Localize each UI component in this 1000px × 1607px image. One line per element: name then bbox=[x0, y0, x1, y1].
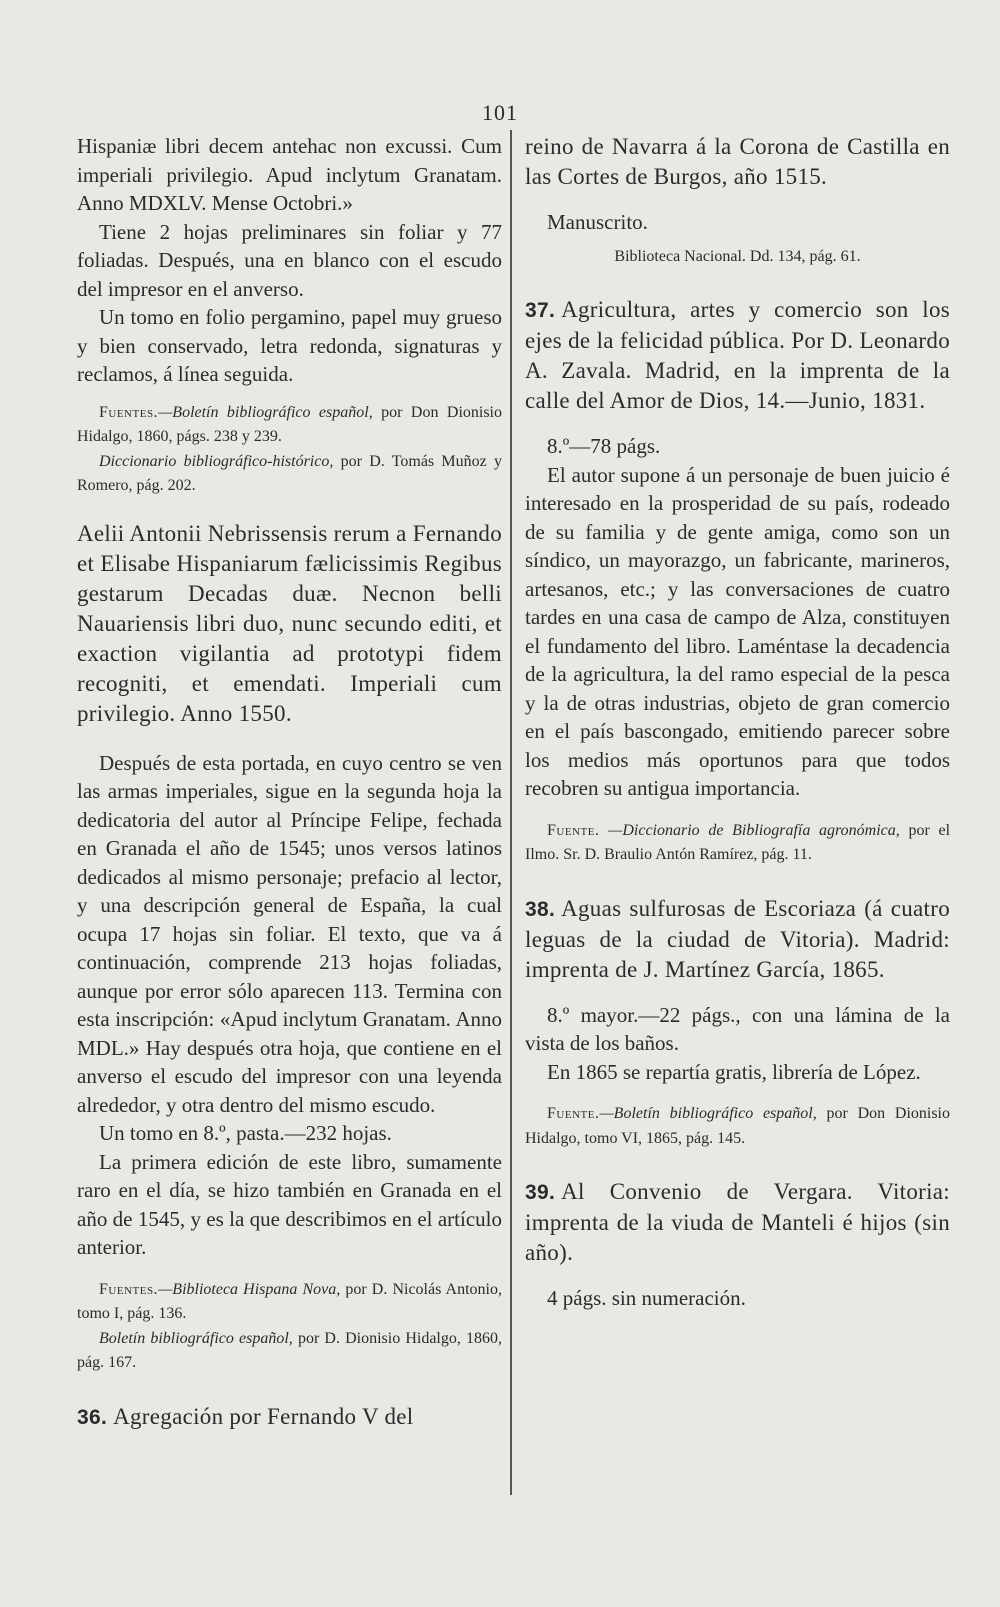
source-title: —Biblioteca Hispana Nova, bbox=[158, 1280, 341, 1298]
entry-title: Aelii Antonii Nebrissensis rerum a Fernando et Elisabe Hispaniarum fælicissimis Regibus gestarum Decadas duæ. Necnon belli Nauariensis libri duo, nunc secundo editi, et exaction vigilantia ad prototypi fidem recogniti, et emendati. Imperiali cum privilegio. Anno 1550. bbox=[77, 520, 502, 726]
paragraph: Un tomo en folio pergamino, papel muy grueso y bien conservado, letra redonda, signaturas y reclamos, á línea seguida. bbox=[77, 305, 502, 386]
paragraph: Manuscrito. bbox=[547, 210, 648, 234]
page-number: 101 bbox=[482, 100, 518, 125]
sources-note bbox=[77, 401, 502, 450]
source-title: Diccionario bibliográfico-histórico, bbox=[99, 452, 334, 470]
entry-title bbox=[525, 1177, 950, 1268]
entry-title-continuation: reino de Navarra á la Corona de Castilla en las Cortes de Burgos, año 1515. bbox=[525, 134, 950, 189]
source-title: —Diccionario de Bibliografía agronómica, bbox=[599, 821, 900, 839]
right-column bbox=[525, 132, 950, 1313]
source-title: Boletín bibliográfico español, bbox=[99, 1329, 293, 1347]
entry-title-text: Aguas sulfurosas de Escoriaza (á cuatro leguas de la ciudad de Vitoria). Madrid: imprenta de J. Martínez García, 1865. bbox=[525, 895, 950, 982]
sources-label: Fuentes. bbox=[99, 403, 159, 421]
source-detail: por Don Dionisio Hidalgo, 1860, págs. 238 y 239. bbox=[77, 403, 503, 445]
paragraph: La primera edición de este libro, sumamente raro en el día, se hizo también en Granada en el año de 1545, y es la que describimos en el artículo anterior. bbox=[77, 1149, 502, 1259]
entry-title bbox=[77, 1402, 502, 1433]
sources-note bbox=[77, 450, 502, 499]
source-title: —Boletín bibliográfico español, bbox=[599, 1105, 817, 1122]
entry-number: 39. bbox=[525, 1181, 556, 1204]
paragraph: En 1865 se repartía gratis, librería de López. bbox=[547, 1059, 921, 1084]
sources-label: Fuente. bbox=[547, 821, 600, 839]
source-title: —Boletín bibliográfico español, bbox=[158, 403, 373, 421]
location-note: Biblioteca Nacional. Dd. 134, pág. 61. bbox=[614, 247, 861, 265]
paragraph: El autor supone á un personaje de buen juicio é interesado en la prosperidad de su país, rodeado de su familia y de gente amiga, como son un síndico, un mayorazgo, un fabricante, marineros, artesanos, etc.; y las conversaciones de cuatro tardes en una casa de campo de Alza, constituyen el fundamento del libro. Laméntase la decadencia de la agricultura, la del ramo especial de la pesca y la de otras industrias, objeto de gran comercio en el país bascongado, emitiendo parecer sobre los medios más oportunos para que todos recobren su antigua importancia. bbox=[525, 462, 950, 800]
paragraph: 4 págs. sin numeración. bbox=[547, 1286, 746, 1310]
source-detail: por D. Nicolás Antonio, tomo I, pág. 136. bbox=[77, 1280, 503, 1322]
source-detail: por D. Dionisio Hidalgo, 1860, pág. 167. bbox=[77, 1329, 503, 1371]
entry-number: 37. bbox=[525, 299, 556, 322]
paragraph: Después de esta portada, en cuyo centro se ven las armas imperiales, sigue en la segunda hoja la dedicatoria del autor al Príncipe Felipe, fechada en Granada el año de 1545; unos versos latinos dedicados al mismo personaje; prefacio al lector, y una descripción general de España, la cual ocupa 17 hojas sin foliar. El texto, que va á continuación, comprende 213 hojas foliadas, aunque por error sólo aparecen 113. Termina con esta inscripción: «Apud inclytum Granatam. Anno MDL.» Hay después otra hoja, que contiene en el anverso el escudo del impresor con una leyenda alrededor, y otra dentro del mismo escudo. bbox=[77, 750, 502, 1117]
entry-title bbox=[525, 894, 950, 985]
sources-note bbox=[77, 1327, 502, 1376]
entry-number: 36. bbox=[77, 1405, 108, 1429]
paragraph: Tiene 2 hojas preliminares sin foliar y 77 foliadas. Después, una en blanco con el escudo del impresor en el anverso. bbox=[77, 219, 502, 301]
column-divider bbox=[510, 130, 512, 1495]
paragraph: 8.º—78 págs. bbox=[547, 434, 661, 458]
paragraph: 8.º mayor.—22 págs., con una lámina de la vista de los baños. bbox=[525, 1002, 950, 1055]
sources-label: Fuentes. bbox=[99, 1280, 159, 1298]
sources-note bbox=[525, 819, 950, 868]
left-column bbox=[77, 132, 502, 1433]
source-detail: por D. Tomás Muñoz y Romero, pág. 202. bbox=[77, 452, 502, 494]
entry-title-text: Al Convenio de Vergara. Vitoria: imprenta de la viuda de Manteli é hijos (sin año). bbox=[525, 1179, 950, 1265]
entry-title-text: Agricultura, artes y comercio son los ejes de la felicidad pública. Por D. Leonardo A. Zavala. Madrid, en la imprenta de la calle del Amor de Dios, 14.—Junio, 1831. bbox=[525, 297, 950, 413]
entry-title-text: Agregación por Fernando V del bbox=[113, 1403, 414, 1429]
sources-note bbox=[525, 1102, 950, 1151]
entry-title bbox=[525, 295, 950, 416]
sources-note bbox=[77, 1278, 502, 1327]
paragraph: Un tomo en 8.º, pasta.—232 hojas. bbox=[99, 1121, 392, 1145]
paragraph: Hispaniæ libri decem antehac non excussi. Cum imperiali privilegio. Apud inclytum Granatam. Anno MDXLV. Mense Octobri.» bbox=[77, 134, 502, 215]
source-detail: por el Ilmo. Sr. D. Braulio Antón Ramírez, pág. 11. bbox=[525, 821, 951, 863]
source-detail: por Don Dionisio Hidalgo, tomo VI, 1865, pág. 145. bbox=[525, 1105, 951, 1147]
entry-number: 38. bbox=[525, 897, 556, 921]
sources-label: Fuente. bbox=[547, 1105, 600, 1122]
